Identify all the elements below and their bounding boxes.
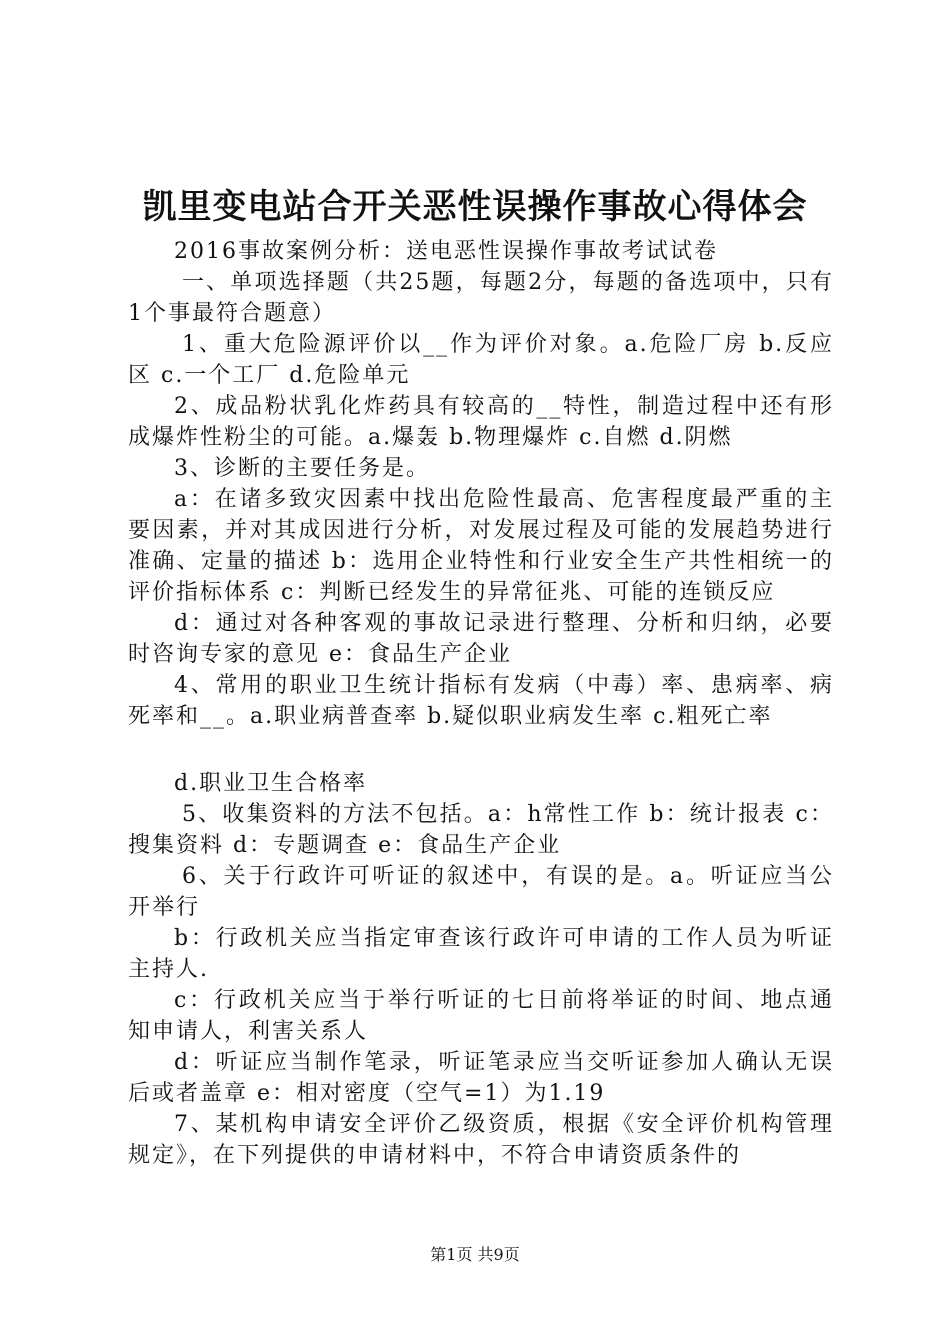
question-3: 3、诊断的主要任务是。 [174,456,430,481]
exam-heading: 2016事故案例分析：送电恶性误操作事故考试试卷 [174,239,718,264]
document-body [128,236,834,1171]
question-1: 1、重大危险源评价以__作为评价对象。a.危险厂房 b.反应区 c.一个工厂 d.危险单元 [128,332,834,388]
question-6: 6、关于行政许可听证的叙述中，有误的是。a。听证应当公开举行 [128,864,834,920]
question-4: 4、常用的职业卫生统计指标有发病（中毒）率、患病率、病死率和__。a.职业病普查率 b.疑似职业病发生率 c.粗死亡率 [128,673,834,729]
question-6-option-c: c：行政机关应当于举行听证的七日前将举证的时间、地点通知申请人，利害关系人 [128,988,834,1044]
paragraph-gap [128,732,834,768]
question-3-option-d: d：通过对各种客观的事故记录进行整理、分析和归纳，必要时咨询专家的意见 e：食品生产企业 [128,611,834,667]
section-heading: 一、单项选择题（共25题，每题2分，每题的备选项中，只有1个事最符合题意） [128,270,834,326]
page-number-footer: 第1页 共9页 [430,1245,520,1264]
question-2: 2、成品粉状乳化炸药具有较高的__特性，制造过程中还有形成爆炸性粉尘的可能。a.爆轰 b.物理爆炸 c.自燃 d.阴燃 [128,394,834,450]
question-6-option-b: b：行政机关应当指定审查该行政许可申请的工作人员为听证主持人. [128,926,834,982]
document-title: 凯里变电站合开关恶性误操作事故心得体会 [142,187,808,227]
question-5: 5、收集资料的方法不包括。a：h常性工作 b：统计报表 c：搜集资料 d：专题调查 e：食品生产企业 [128,802,834,858]
question-4-option-d: d.职业卫生合格率 [174,771,368,796]
question-6-option-d: d：听证应当制作笔录，听证笔录应当交听证参加人确认无误后或者盖章 e：相对密度（空气=1）为1.19 [128,1050,834,1106]
question-7: 7、某机构申请安全评价乙级资质，根据《安全评价机构管理规定》，在下列提供的申请材料中，不符合申请资质条件的 [128,1112,834,1168]
question-3-option-a: a：在诸多致灾因素中找出危险性最高、危害程度最严重的主要因素，并对其成因进行分析，对发展过程及可能的发展趋势进行准确、定量的描述 b：选用企业特性和行业安全生产共性相统一的评价指标体系 c：判断已经发生的异常征兆、可能的连锁反应 [128,487,834,605]
